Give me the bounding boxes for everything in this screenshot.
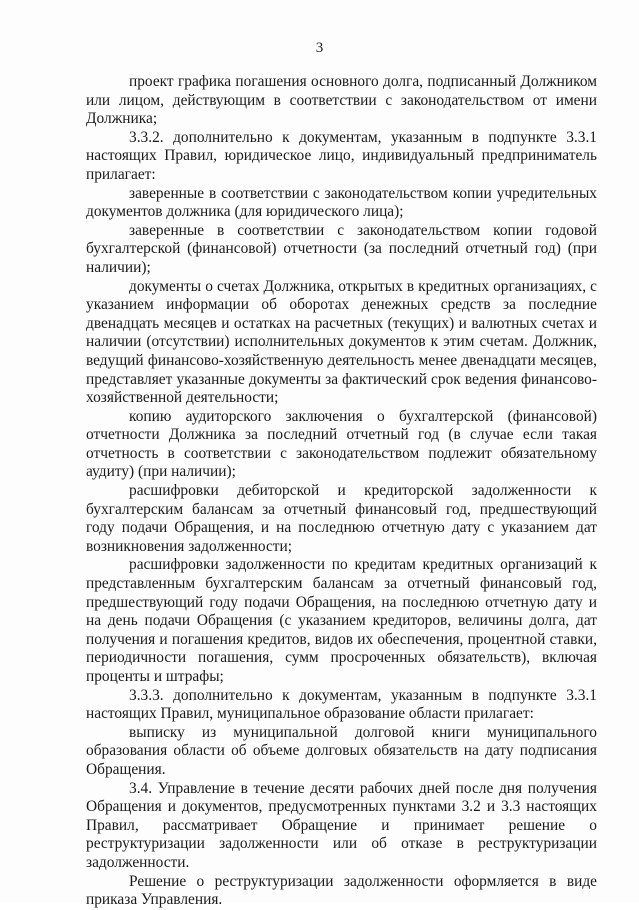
page-number: 3	[315, 40, 324, 56]
paragraph: 3.3.3. дополнительно к документам, указанным в подпункте 3.3.1 настоящих Правил, муниципальное образование области прилагает:	[86, 686, 597, 723]
paragraph: заверенные в соответствии с законодательством копии годовой бухгалтерской (финансовой) отчетности (за последний отчетный год) (при наличии);	[86, 221, 597, 276]
paragraph: документы о счетах Должника, открытых в кредитных организациях, с указанием информации об оборотах денежных средств за последние двенадцать месяцев и остатках на расчетных (текущих) и валютных счетах и наличии (отсутствии) исполнительных документов к этим счетам. Должник, ведущий финансово-хозяйственную деятельность менее двенадцати месяцев, представляет указанные документы за фактический срок ведения финансово-хозяйственной деятельности;	[86, 277, 597, 407]
paragraph: Решение о реструктуризации задолженности оформляется в виде приказа Управления.	[86, 872, 597, 909]
paragraph: выписку из муниципальной долговой книги муниципального образования области об объеме долговых обязательств на дату подписания Обращения.	[86, 723, 597, 778]
paragraph: расшифровки дебиторской и кредиторской задолженности к бухгалтерским балансам за отчетный финансовый год, предшествующий году подачи Обращения, и на последнюю отчетную дату с указанием дат возникновения задолженности;	[86, 482, 597, 555]
paragraph: копию аудиторского заключения о бухгалтерской (финансовой) отчетности Должника за последний отчетный год (в случае если такая отчетность в соответствии с законодательством подлежит обязательному аудиту) (при наличии);	[86, 407, 597, 481]
paragraph: 3.4. Управление в течение десяти рабочих дней после дня получения Обращения и документов, предусмотренных пунктами 3.2 и 3.3 настоящих Правил, рассматривает Обращение и принимает решение о реструктуризации задолженности или об отказе в реструктуризации задолженности.	[86, 779, 597, 871]
paragraph: расшифровки задолженности по кредитам кредитных организаций к представленным бухгалтерским балансам за отчетный финансовый год, предшествующий году подачи Обращения, на последнюю отчетную дату и на день подачи Обращения (с указанием кредиторов, величины долга, дат получения и погашения кредитов, видов их обеспечения, процентной ставки, периодичности погашения, сумм просроченных обязательств), включая проценты и штрафы;	[86, 556, 597, 685]
paragraph: 3.3.2. дополнительно к документам, указанным в подпункте 3.3.1 настоящих Правил, юридическое лицо, индивидуальный предприниматель прилагает:	[86, 128, 597, 183]
paragraph: заверенные в соответствии с законодательством копии учредительных документов должника (для юридического лица);	[86, 184, 597, 221]
document-body	[86, 73, 597, 910]
paragraph: проект графика погашения основного долга, подписанный Должником или лицом, действующим в соответствии с законодательством от имени Должника;	[86, 73, 597, 128]
